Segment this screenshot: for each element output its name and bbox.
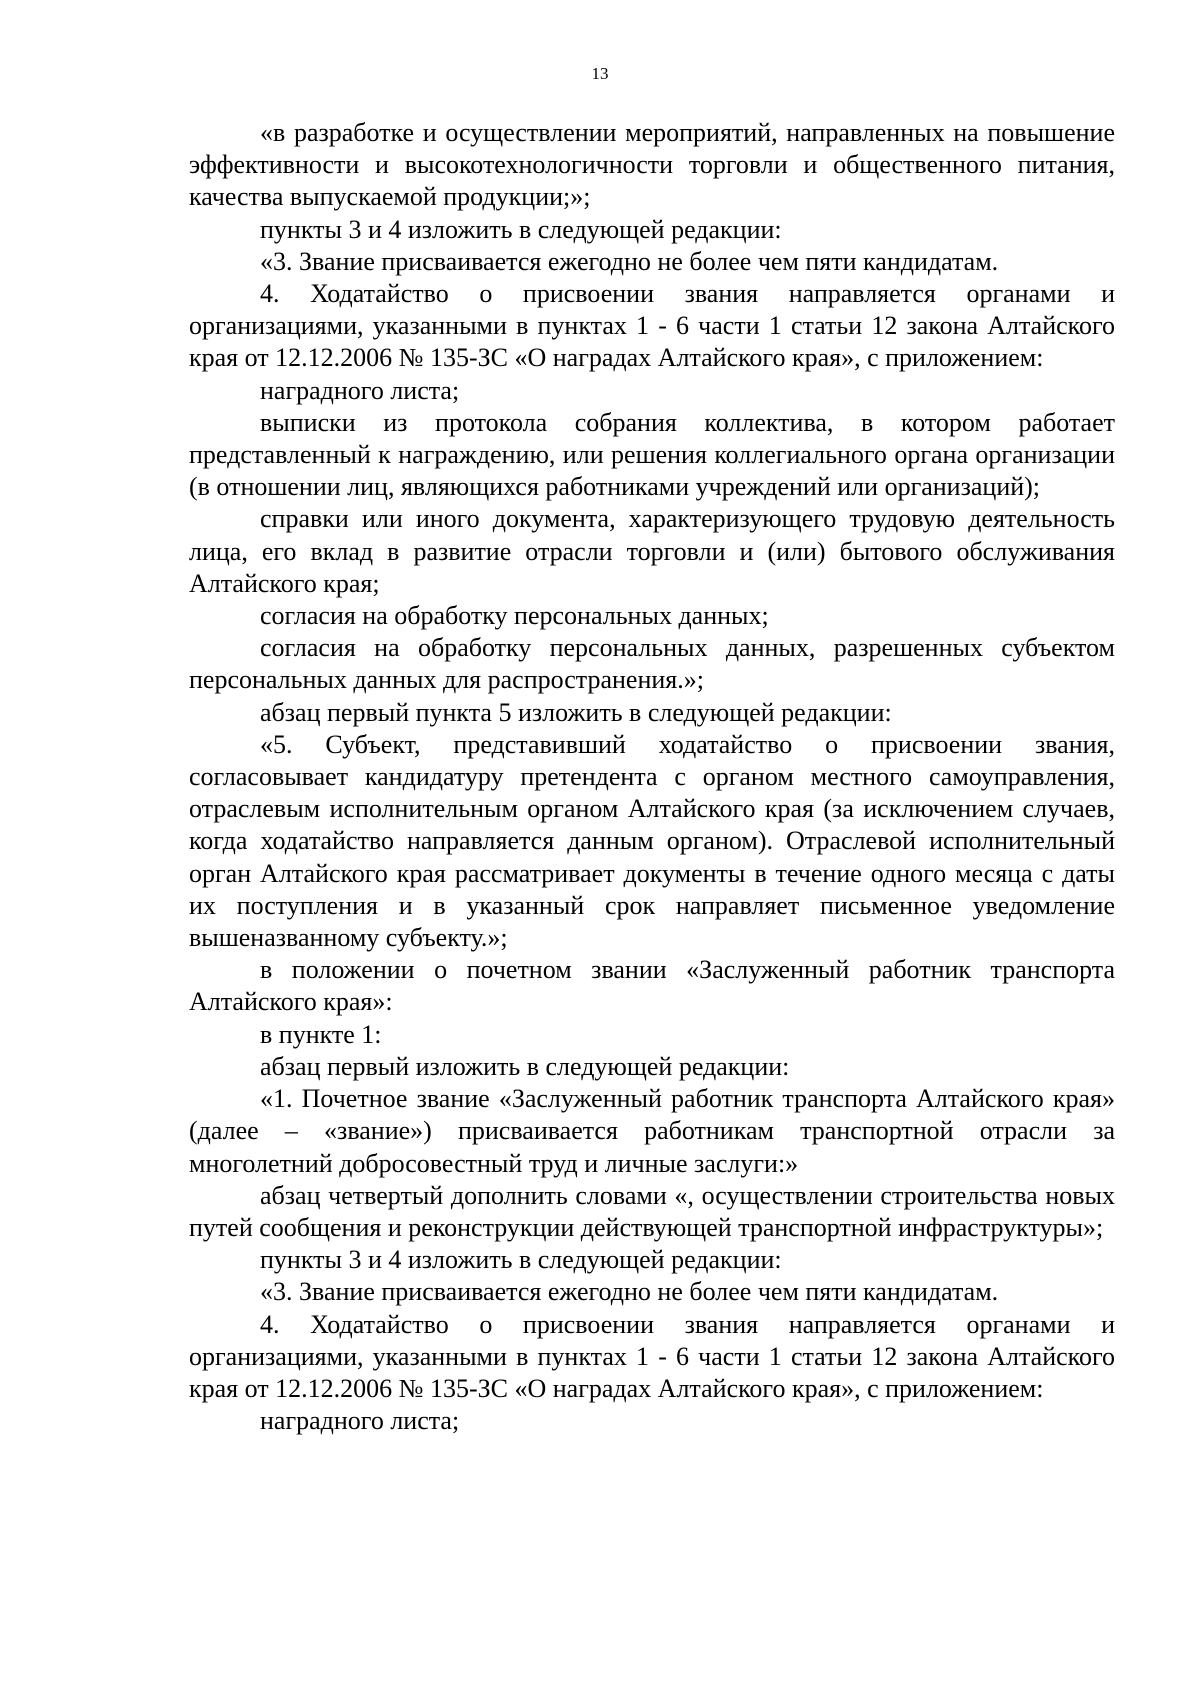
paragraph: наградного листа; (260, 375, 460, 405)
paragraph: абзац первый пункта 5 изложить в следующей редакции: (260, 697, 892, 727)
page-number: 13 (591, 64, 609, 83)
paragraph: «1. Почетное звание «Заслуженный работник транспорта Алтайского края» (далее – «звание») присваивается работникам транспортной отрасли за многолетний добросовестный труд и личные заслуги:» (189, 1084, 1115, 1178)
paragraph: абзац четвертый дополнить словами «, осуществлении строительства новых путей сообщения и реконструкции действующей транспортной инфраструктуры»; (189, 1180, 1115, 1242)
paragraph: пункты 3 и 4 изложить в следующей редакции: (260, 1245, 782, 1275)
paragraph: в пункте 1: (260, 1019, 382, 1049)
paragraph: согласия на обработку персональных данных, разрешенных субъектом персональных данных для распространения.»; (189, 633, 1115, 695)
paragraph: «3. Звание присваивается ежегодно не более чем пяти кандидатам. (260, 246, 999, 276)
paragraph: в положении о почетном звании «Заслуженный работник транспорта Алтайского края»: (189, 955, 1115, 1017)
paragraph: «3. Звание присваивается ежегодно не более чем пяти кандидатам. (260, 1277, 999, 1307)
paragraph: «в разработке и осуществлении мероприятий, направленных на повышение эффективности и высокотехнологичности торговли и общественного питания, качества выпускаемой продукции;»; (189, 118, 1115, 212)
paragraph: 4. Ходатайство о присвоении звания направляется органами и организациями, указанными в пунктах 1 - 6 части 1 статьи 12 закона Алтайского края от 12.12.2006 № 135-ЗС «О наградах Алтайского края», с приложением: (189, 1309, 1115, 1403)
document-body (189, 117, 1115, 1437)
paragraph: наградного листа; (260, 1406, 460, 1436)
paragraph: справки или иного документа, характеризующего трудовую деятельность лица, его вклад в развитие отрасли торговли и (или) бытового обслуживания Алтайского края; (189, 504, 1115, 598)
paragraph: выписки из протокола собрания коллектива, в котором работает представленный к награждению, или решения коллегиального органа организации (в отношении лиц, являющихся работниками учреждений или организаций); (189, 407, 1115, 502)
paragraph: 4. Ходатайство о присвоении звания направляется органами и организациями, указанными в пунктах 1 - 6 части 1 статьи 12 закона Алтайского края от 12.12.2006 № 135-ЗС «О наградах Алтайского края», с приложением: (189, 279, 1115, 373)
paragraph: согласия на обработку персональных данных; (260, 601, 769, 631)
paragraph: «5. Субъект, представивший ходатайство о присвоении звания, согласовывает кандидатуру претендента с органом местного самоуправления, отраслевым исполнительным органом Алтайского края (за исключением случаев, когда ходатайство направляется данным органом). Отраслевой исполнительный орган Алтайского края рассматривает документы в течение одного месяца с даты их поступления и в указанный срок направляет письменное уведомление вышеназванному субъекту.»; (189, 729, 1115, 953)
paragraph: пункты 3 и 4 изложить в следующей редакции: (260, 214, 782, 244)
paragraph: абзац первый изложить в следующей редакции: (260, 1051, 790, 1081)
